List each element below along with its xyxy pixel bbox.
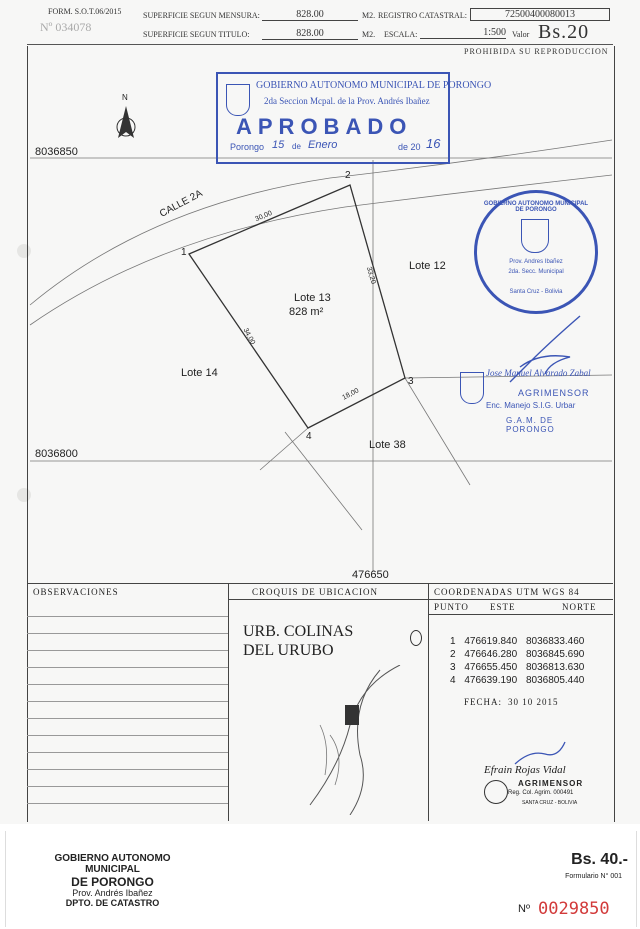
side-3-4-length: 18,00 <box>341 387 361 402</box>
lot-38-label: Lote 38 <box>369 439 406 451</box>
punto-cell: 4 <box>450 675 456 686</box>
stamp-date-de20: de 20 <box>398 142 421 152</box>
surveyor-org: G.A.M. DE PORONGO <box>506 416 555 434</box>
coord-north-top: 8036850 <box>35 146 78 158</box>
col-norte: NORTE <box>562 602 597 612</box>
north-arrow-icon <box>117 106 135 138</box>
registro-label: REGISTRO CATASTRAL: <box>378 11 467 20</box>
superficie-mensura-label: SUPERFICIE SEGUN MENSURA: <box>143 11 260 20</box>
street-label: CALLE 2A <box>158 188 205 220</box>
croquis-rule <box>228 599 428 600</box>
seal-inner-line1: Prov. Andres Ibañez <box>509 259 563 265</box>
surveyor-name: Jose Manuel Alvarado Zabal <box>486 368 591 378</box>
observaciones-title: OBSERVACIONES <box>33 587 119 597</box>
punto-cell: 1 <box>450 636 456 647</box>
valor-label: Valor <box>512 30 530 39</box>
ticket-org-3: DE PORONGO <box>71 875 154 889</box>
col-este: ESTE <box>490 602 516 612</box>
municipal-round-seal <box>474 190 598 314</box>
fecha-value: 30 10 2015 <box>508 697 559 707</box>
seal-shield-icon <box>521 219 549 253</box>
form-code: FORM. S.O.T.06/2015 <box>48 7 122 16</box>
norte-cell: 8036833.460 <box>525 636 585 647</box>
seal-inner-line2: 2da. Secc. Municipal <box>508 269 564 275</box>
north-label: N <box>122 93 128 102</box>
signer-city: SANTA CRUZ - BOLIVIA <box>522 800 578 806</box>
lot-14-label: Lote 14 <box>181 367 218 379</box>
lot-13-name: Lote 13 <box>294 292 331 304</box>
fecha-label: FECHA: <box>464 697 503 707</box>
signer-reg: Reg. Col. Agrim. 000491 <box>508 790 574 796</box>
croquis-north-icon <box>410 630 422 646</box>
signer-name: Efrain Rojas Vidal <box>484 764 566 776</box>
punto-cell: 3 <box>450 662 456 673</box>
valor-value: Bs.20 <box>538 21 590 43</box>
coords-header-rule <box>428 614 613 615</box>
ticket-number: 0029850 <box>538 899 610 919</box>
footer-divider <box>228 583 229 821</box>
este-cell: 476646.280 <box>464 649 518 660</box>
seal-ring-text: GOBIERNO AUTONOMO MUNICIPAL DE PORONGO <box>483 201 589 213</box>
superficie-titulo-label: SUPERFICIE SEGUN TITULO: <box>143 30 250 39</box>
unit-m2: M2. <box>362 30 376 39</box>
registro-value: 72500400080013 <box>470 8 610 21</box>
table-row <box>450 662 584 673</box>
stamp-date-place: Porongo <box>230 142 265 152</box>
norte-cell: 8036813.630 <box>525 662 585 673</box>
serial-number: Nº 034078 <box>40 20 92 34</box>
lot-boundary <box>285 432 362 530</box>
aprobado-stamp <box>216 72 492 164</box>
side-4-1-length: 34,00 <box>241 327 256 346</box>
stamp-org-line2: 2da Seccion Mcpal. de la Prov. Andrés Ibañez <box>264 96 430 106</box>
observaciones-lines <box>27 600 228 820</box>
ticket-org-1: GOBIERNO AUTONOMO <box>54 853 171 864</box>
vertex-3: 3 <box>408 376 414 387</box>
stamp-date-day: 15 <box>272 139 285 151</box>
coord-north-bottom: 8036800 <box>35 448 78 460</box>
croquis-title: CROQUIS DE UBICACION <box>252 587 379 597</box>
norte-cell: 8036845.690 <box>525 649 585 660</box>
stamp-shield-icon <box>226 84 250 116</box>
location-sketch-map <box>290 665 420 815</box>
seal-bottom-text: Santa Cruz - Bolivia <box>509 289 563 295</box>
signer-seal-icon <box>484 780 508 804</box>
stamp-date-month: Enero <box>308 139 338 151</box>
lot-boundary <box>260 428 308 470</box>
surveyor-stamp <box>458 364 604 436</box>
escala-label: ESCALA: <box>384 30 418 39</box>
norte-cell: 8036805.440 <box>525 675 585 686</box>
vertex-4: 4 <box>306 431 312 442</box>
superficie-mensura-value: 828.00 <box>262 9 358 21</box>
ticket-org-5: DPTO. DE CATASTRO <box>65 898 160 908</box>
stamp-org-line1: GOBIERNO AUTONOMO MUNICIPAL DE PORONGO <box>256 80 492 91</box>
payment-ticket <box>0 829 640 929</box>
side-2-3-length: 33,20 <box>364 266 377 285</box>
stamp-date-year: 16 <box>426 136 441 151</box>
stamp-approved-text: APROBADO <box>236 114 413 139</box>
surveyor-title: AGRIMENSOR <box>518 388 590 398</box>
table-row <box>450 675 584 686</box>
urbanization-name-line2: DEL URUBO <box>243 642 334 659</box>
vertex-1: 1 <box>181 247 187 258</box>
table-row <box>450 649 584 660</box>
footer-divider <box>428 583 429 821</box>
lot-13-area: 828 m² <box>289 306 324 318</box>
coords-rule <box>428 599 613 600</box>
ticket-price: Bs. 40.- <box>571 851 628 868</box>
punto-cell: 2 <box>450 649 456 660</box>
side-1-2-length: 30,00 <box>254 209 274 224</box>
lot-12-label: Lote 12 <box>409 260 446 272</box>
escala-value: 1:500 <box>420 27 506 39</box>
ticket-org-4: Prov. Andrés Ibañez <box>72 888 153 898</box>
unit-m2: M2. <box>362 11 376 20</box>
ticket-number-label: Nº <box>518 903 530 915</box>
surveyor-shield-icon <box>460 372 484 404</box>
signer-title: AGRIMENSOR <box>518 779 584 788</box>
este-cell: 476619.840 <box>464 636 518 647</box>
surveyor-role: Enc. Manejo S.I.G. Urbar <box>486 401 576 410</box>
vertex-2: 2 <box>345 170 351 181</box>
urbanization-name-line1: URB. COLINAS <box>243 623 354 640</box>
col-punto: PUNTO <box>434 602 469 612</box>
coords-title: COORDENADAS UTM WGS 84 <box>434 587 580 597</box>
este-cell: 476655.450 <box>464 662 518 673</box>
table-row <box>450 636 584 647</box>
ticket-form-number: Formulario N° 001 <box>565 873 622 880</box>
stamp-date-de: de <box>292 142 301 151</box>
este-cell: 476639.190 <box>464 675 518 686</box>
prohibida-notice: PROHIBIDA SU REPRODUCCION <box>464 47 609 56</box>
coord-east: 476650 <box>352 569 389 581</box>
superficie-titulo-value: 828.00 <box>262 28 358 40</box>
ticket-org-2: MUNICIPAL <box>85 864 140 875</box>
footer-top-rule <box>27 583 613 584</box>
